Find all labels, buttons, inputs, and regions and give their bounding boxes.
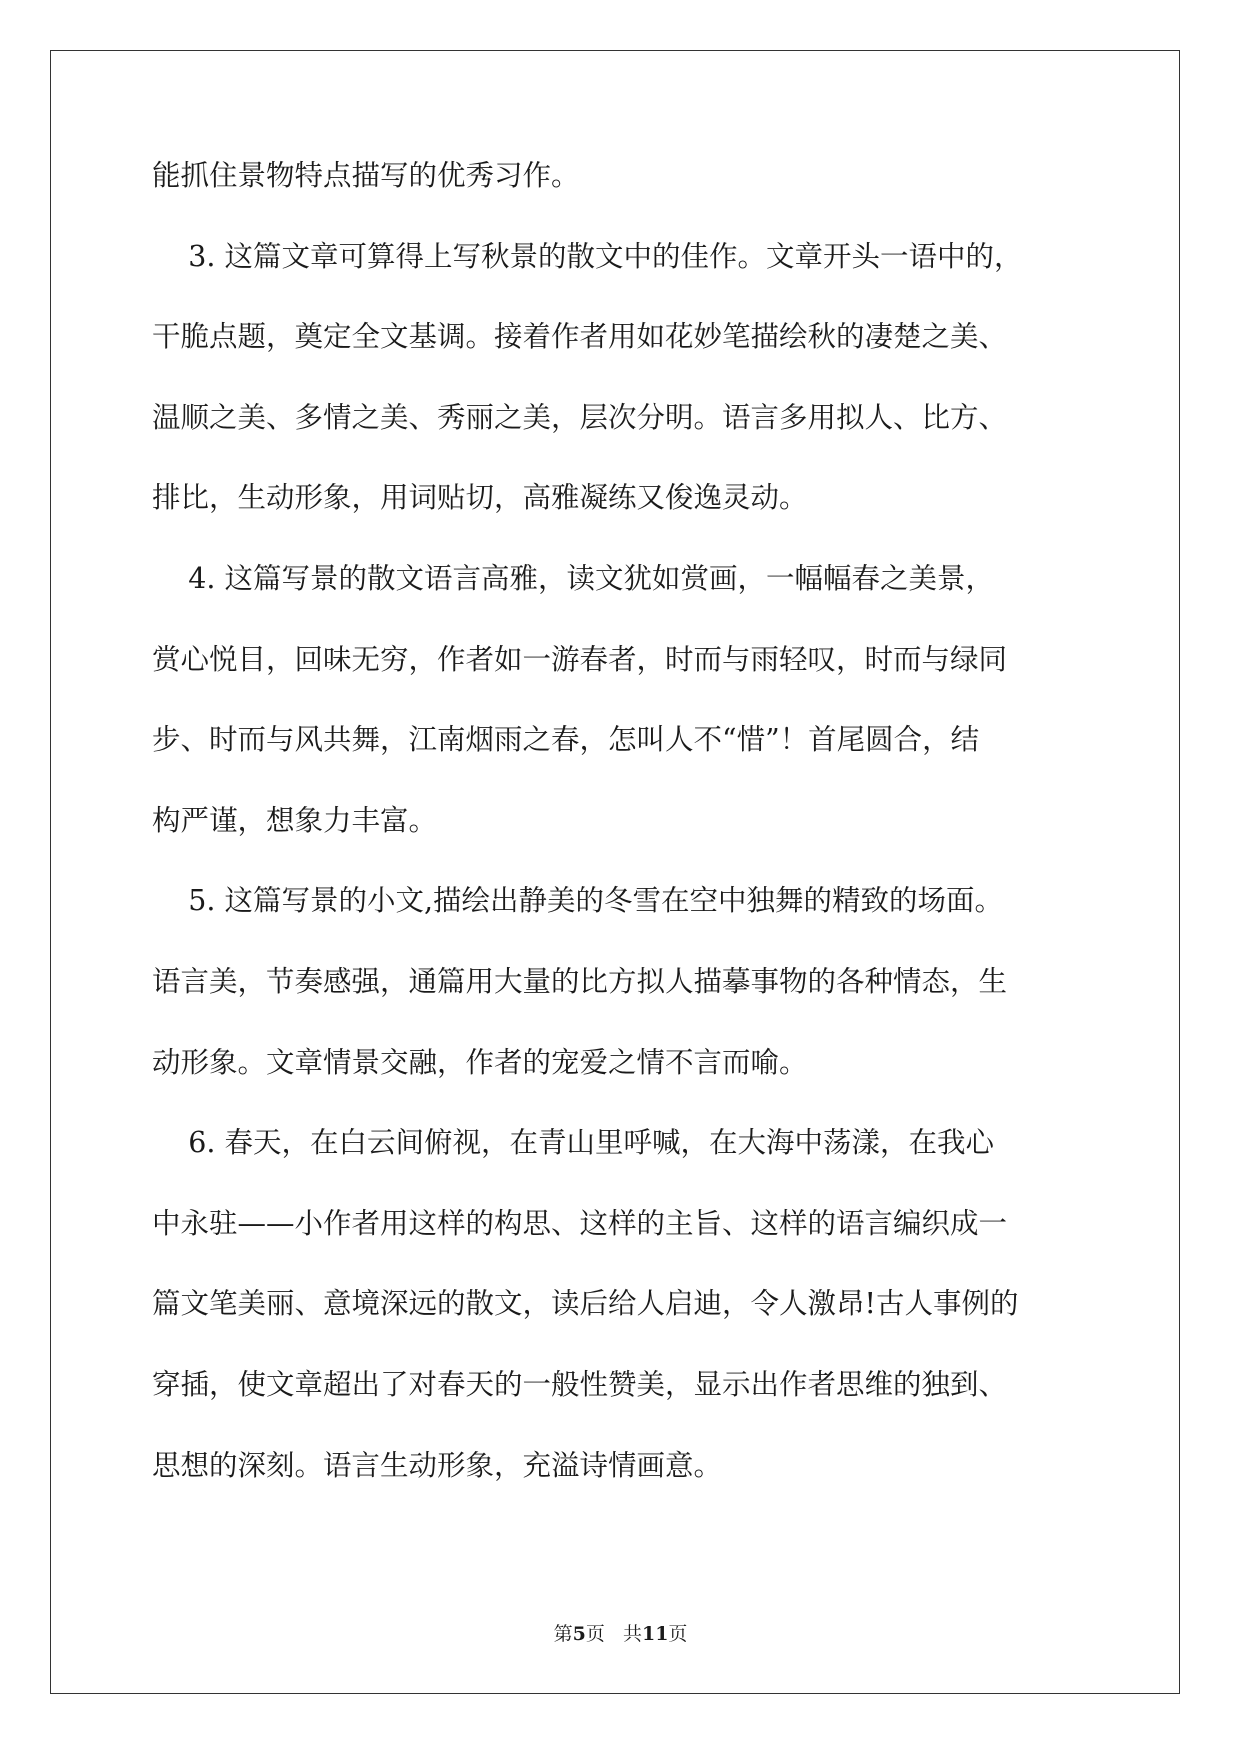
text-line: 语言美，节奏感强，通篇用大量的比方拟人描摹事物的各种情态，生 — [152, 964, 1008, 998]
footer-total-word: 页 — [668, 1623, 688, 1645]
text-line: 温顺之美、多情之美、秀丽之美，层次分明。语言多用拟人、比方、 — [152, 400, 1008, 434]
text-line: 篇文笔美丽、意境深远的散文，读后给人启迪，令人激昂!古人事例的 — [152, 1287, 1019, 1321]
text-line: 4. 这篇写景的散文语言高雅，读文犹如赏画，一幅幅春之美景， — [152, 561, 994, 595]
text-line: 6. 春天，在白云间俯视，在青山里呼喊，在大海中荡漾，在我心 — [152, 1126, 994, 1160]
text-line: 干脆点题，奠定全文基调。接着作者用如花妙笔描绘秋的凄楚之美、 — [152, 320, 1008, 354]
text-line: 思想的深刻。语言生动形象，充溢诗情画意。 — [152, 1448, 723, 1482]
text-line: 3. 这篇文章可算得上写秋景的散文中的佳作。文章开头一语中的， — [152, 239, 1023, 273]
footer-prefix: 第 — [553, 1623, 573, 1645]
text-line: 步、时而与风共舞，江南烟雨之春，怎叫人不“惜”！首尾圆合，结 — [152, 723, 980, 757]
text-line: 动形象。文章情景交融，作者的宠爱之情不言而喻。 — [152, 1045, 808, 1079]
document-body — [152, 160, 1120, 1530]
footer-page-word: 页 — [585, 1623, 605, 1645]
page-footer — [0, 1622, 1241, 1646]
text-line: 排比，生动形象，用词贴切，高雅凝练又俊逸灵动。 — [152, 481, 808, 515]
text-line: 赏心悦目，回味无穷，作者如一游春者，时而与雨轻叹，时而与绿同 — [152, 642, 1008, 676]
total-page-count: 11 — [641, 1623, 669, 1645]
current-page-number: 5 — [572, 1623, 586, 1645]
text-line: 中永驻——小作者用这样的构思、这样的主旨、这样的语言编织成一 — [152, 1206, 1008, 1240]
text-line: 能抓住景物特点描写的优秀习作。 — [152, 159, 580, 192]
text-line: 5. 这篇写景的小文,描绘出静美的冬雪在空中独舞的精致的场面。 — [152, 884, 1004, 918]
text-line: 构严谨，想象力丰富。 — [152, 803, 438, 837]
footer-total-prefix: 共 — [622, 1623, 642, 1645]
text-line: 穿插，使文章超出了对春天的一般性赞美，显示出作者思维的独到、 — [152, 1367, 1008, 1401]
